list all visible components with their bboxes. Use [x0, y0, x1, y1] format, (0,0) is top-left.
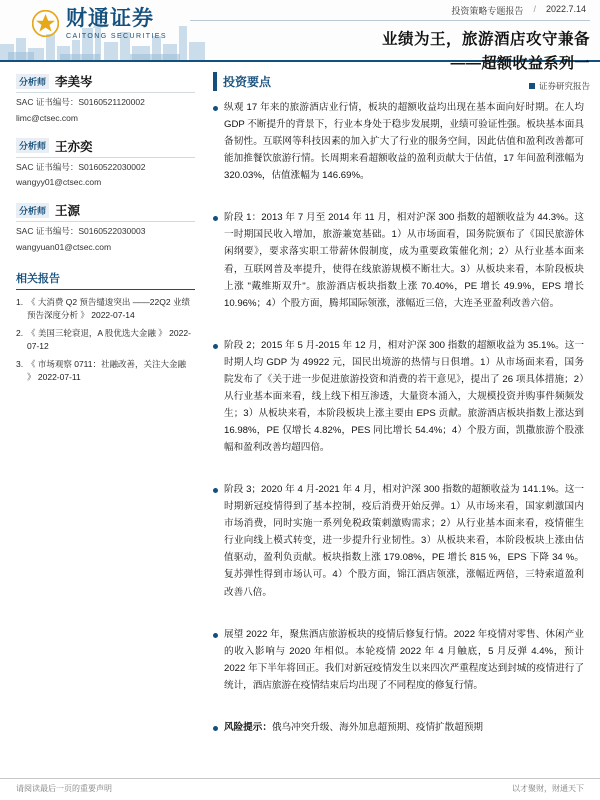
paragraph-text: 阶段 1：2013 年 7 月至 2014 年 11 月，相对沪深 300 指数的超额收益为 44.3%。这一时期国民收入增加，旅游兼宽基础。1）从市场面看，国务院颁布了《国民旅游休闲纲要》，要求落实职工带薪休假制度，成为重要政策催化剂；2）从行业基本面来看，互联网普及率提升，使得在线旅游规模不断壮大。3）从板块来看，本阶段板块上涨 "戴维斯双升"。旅游酒店板块指数上涨 70.40%，PE 增长 49.9%，EPS 增长 10.96%；4）个股方面，腾邦国际领涨，涨幅近三倍，大连圣亚盈利改善六倍。 — [224, 212, 584, 309]
page-title: 业绩为王，旅游酒店攻守兼备 — [381, 31, 590, 48]
analyst-header — [16, 201, 195, 222]
analyst-block — [16, 72, 195, 125]
logo-company-name-cn: 财通证券 — [66, 6, 154, 30]
analyst-name: 王源 — [55, 204, 81, 218]
analyst-header — [16, 72, 195, 93]
report-date: 2022.7.14 — [545, 4, 586, 14]
report-index: 2. — [16, 327, 24, 338]
footer-disclaimer: 请阅读最后一页的重要声明 — [16, 784, 112, 793]
bullet-dot-icon — [213, 344, 218, 349]
logo-company-name-en: CAITONG SECURITIES — [66, 33, 167, 40]
header-meta-block — [190, 0, 590, 92]
list-item[interactable] — [16, 327, 195, 353]
analyst-role-label: 分析师 — [16, 138, 49, 153]
paragraph-row — [213, 337, 584, 468]
report-text — [27, 327, 195, 353]
analyst-block — [16, 137, 195, 190]
brand-logo — [32, 8, 167, 40]
report-meta — [190, 0, 590, 21]
analyst-sac — [16, 225, 195, 238]
risk-text: 俄乌冲突升级、海外加息超预期、疫情扩散超预期 — [271, 721, 484, 733]
analyst-sac-number: S0160522030003 — [78, 226, 146, 236]
investment-points-title: 投资要点 — [213, 72, 271, 91]
analyst-name: 李美岑 — [55, 75, 93, 89]
report-title: 《 大消费 Q2 预告缱逡突出 ——22Q2 业绩预告深度分析 》 — [27, 296, 190, 320]
paragraph-text: 阶段 2；2015 年 5 月-2015 年 12 月，相对沪深 300 指数的超额收益为 35.1%。这一时期人均 GDP 为 49922 元，国民出境游的热情与日俱增。1）从市场面来看，国务院发布了《关于进一步促进旅游投资和消费的若干意见》，提出了 26 项具体措施；2）从行业基本面来看，线上线下相互渗透，大量资本涌入，大规模投资并购事件频频发生；3）从板块来看，本阶段板块上涨主要由 EPS 贡献。旅游酒店板块指数上涨达到 16.98%，PE 仅增长 4.82%，PES 同比增长 54.4%；4）个股方面，凯撒旅游个股涨幅和盈利改善均超四倍。 — [224, 339, 584, 454]
page-footer — [0, 778, 600, 800]
analyst-block — [16, 201, 195, 254]
analyst-email[interactable]: limc@ctsec.com — [16, 112, 78, 123]
bullet-dot-icon — [213, 633, 218, 638]
analyst-email[interactable]: wangyy01@ctsec.com — [16, 177, 102, 188]
page-body — [0, 62, 600, 749]
analyst-sac-label: SAC 证书编号： — [16, 226, 79, 236]
analyst-sac — [16, 96, 195, 109]
analyst-header — [16, 137, 195, 158]
bullet-dot-icon — [213, 216, 218, 221]
risk-row — [213, 719, 584, 736]
footer-slogan: 以才聚财，财通天下 — [512, 784, 584, 793]
report-category: 投资策略专题报告 — [451, 6, 524, 16]
analyst-sac-label: SAC 证书编号： — [16, 161, 79, 172]
analyst-sac-number: S0160522030002 — [78, 161, 146, 172]
report-title: 《 美国三轮衰退，A 股优选大金融 》 — [27, 327, 167, 338]
bullet-dot-icon — [213, 106, 218, 111]
analyst-sac — [16, 161, 195, 174]
report-date: 2022-07-11 — [37, 372, 81, 383]
square-bullet-icon — [529, 83, 535, 89]
report-index: 1. — [16, 296, 24, 307]
analyst-email[interactable]: wangyuan01@ctsec.com — [16, 241, 112, 252]
report-text — [27, 296, 195, 322]
paragraph-row — [213, 209, 584, 323]
paragraph-text: 纵观 17 年来的旅游酒店业行情，板块的超额收益均出现在基本面向好时期。在人均 GDP 不断提升的背景下，行业本身处于稳步发展期，业绩可验证性强。板块基本面具备韧性。互联网等科技因素的加入扩大了行业的服务空间，因此估值和盈利改善都可能加推餐饮旅游行情。长周期来看超额收益的盈利贡献大于估值，17 年间盈利涨幅为 320.03%，估值涨幅为 146.69%。 — [224, 102, 584, 182]
paragraph-row — [213, 99, 584, 196]
analyst-name: 王亦奕 — [55, 139, 93, 154]
analyst-sac-label: SAC 证书编号： — [16, 97, 79, 107]
list-item[interactable] — [16, 296, 195, 322]
paragraph-text: 展望 2022 年，聚焦酒店旅游板块的疫情后修复行情。2022 年疫情对零售、休闲产业的收入影响与 2020 年相似。本轮疫情 2022 年 4 月触底，5 月反弹 4.4%，预计 2022 年下半年将回正。我们对新冠疫情发生以来四次严重程度达到封城的疫情进行了统计，酒店旅游在疫情结束后均出现了不同程度的修复行情。 — [224, 628, 584, 691]
paragraph-row — [213, 626, 584, 706]
analyst-sac-number: S0160521120002 — [78, 97, 145, 107]
report-date: 2022-07-12 — [27, 327, 191, 352]
bullet-dot-icon — [213, 488, 218, 493]
list-item[interactable] — [16, 358, 195, 384]
meta-separator: / — [533, 4, 536, 14]
analyst-role-label: 分析师 — [16, 74, 49, 89]
report-text — [27, 358, 195, 384]
report-title: 《 市场观察 0711：社融改善，关注大金融 》 — [27, 359, 187, 383]
analyst-role-label: 分析师 — [16, 203, 49, 218]
department-line — [190, 80, 590, 92]
department-label: 证券研究报告 — [538, 81, 590, 91]
related-reports-title: 相关报告 — [16, 270, 195, 290]
risk-label: 风险提示： — [224, 721, 272, 733]
report-index: 3. — [16, 359, 24, 370]
bullet-dot-icon — [213, 726, 218, 731]
main-content — [205, 62, 600, 749]
sidebar — [0, 62, 205, 749]
company-logo-icon — [32, 10, 59, 37]
paragraph-text: 阶段 3；2020 年 4 月-2021 年 4 月，相对沪深 300 指数的超额收益为 141.1%。这一时期新冠疫情得到了基本控制，疫后消费开始反弹。1）从市场来看，国家刺激国内市场消费，同时实施一系列免税政策刺激购需求；2）从行业基本面来看，疫情催生行业向线上模式转变，进一步提升行业韧性。3）从板块来看，本阶段板块上涨由估值驱动，盈利负贡献。板块指数上涨 179.08%，PE 增长 815 %，EPS 下降 34 %。复苏弹性得到市场认可。4）个股方面，锦江酒店领涨，涨幅近两倍，三特索道盈利改善八倍。 — [224, 484, 584, 598]
report-date: 2022-07-14 — [91, 309, 135, 320]
page-subtitle: ——超额收益系列一 — [450, 55, 590, 72]
risk-statement — [224, 719, 483, 736]
paragraph-row — [213, 481, 584, 612]
